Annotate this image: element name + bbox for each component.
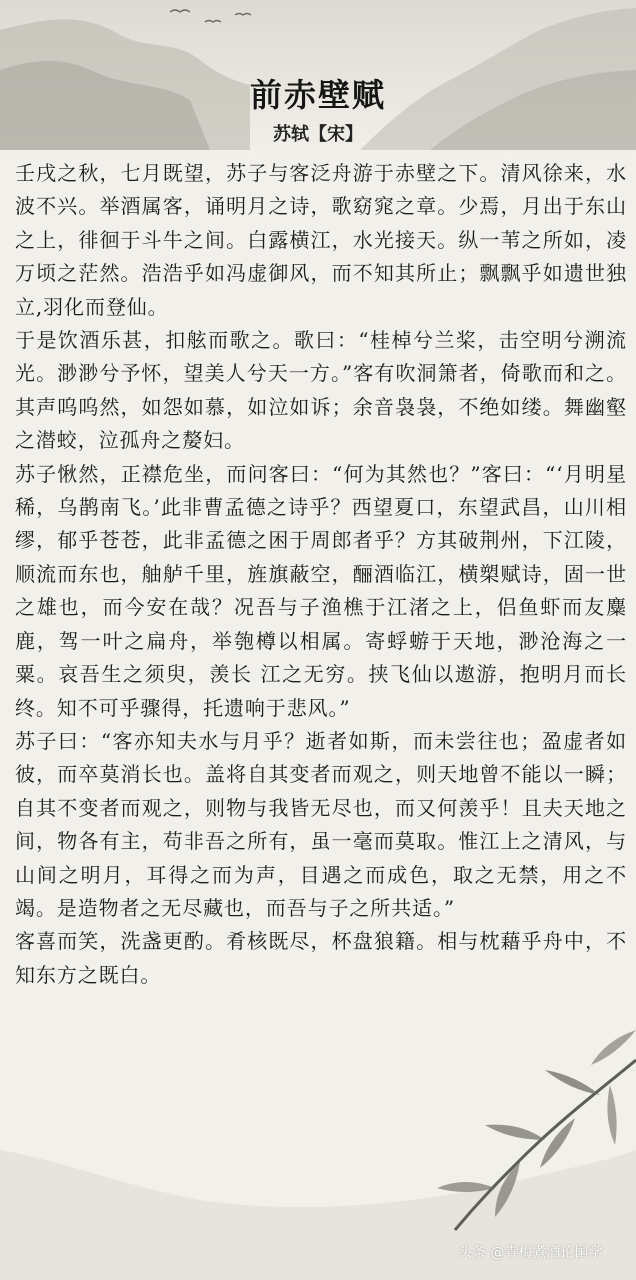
paragraph-3: 苏子愀然，正襟危坐，而问客曰：“何为其然也？”客曰：“‘月明星稀，乌鹊南飞。’此非曹孟德之诗乎？西望夏口，东望武昌，山川相缪，郁乎苍苍，此非孟德之困于周郎者乎？方其破荆州，下江陵，顺流而东也，舳舻千里，旌旗蔽空，酾酒临江，横槊赋诗，固一世之雄也，而今安在哉？况吾与子渔樵于江渚之上，侣鱼虾而友麋鹿，驾一叶之扁舟，举匏樽以相属。寄蜉蝣于天地，渺沧海之一粟。哀吾生之须臾，羡长 江之无穷。挟飞仙以遨游，抱明月而长终。知不可乎骤得，托遗响于悲风。”: [15, 461, 627, 720]
poem-author: 苏轼【宋】: [273, 124, 363, 145]
poem-title: 前赤壁赋: [249, 76, 386, 114]
paragraph-2: 于是饮酒乐甚，扣舷而歌之。歌曰：“桂棹兮兰桨，击空明兮溯流光。渺渺兮予怀，望美人兮天一方。”客有吹洞箫者，倚歌而和之。其声呜呜然，如怨如慕，如泣如诉；余音袅袅，不绝如缕。舞幽壑之潜蛟，泣孤舟之嫠妇。: [15, 328, 627, 453]
poem-body: [15, 157, 627, 992]
paragraph-1: 壬戌之秋，七月既望，苏子与客泛舟游于赤壁之下。清风徐来，水波不兴。举酒属客，诵明月之诗，歌窈窕之章。少焉，月出于东山之上，徘徊于斗牛之间。白露横江，水光接天。纵一苇之所如，凌万顷之茫然。浩浩乎如冯虚御风，而不知其所止；飘飘乎如遗世独立,羽化而登仙。: [15, 161, 627, 319]
source-watermark: 头条 @青梅煮酒论国学: [458, 1245, 603, 1261]
paragraph-4: 苏子曰：“客亦知夫水与月乎？逝者如斯，而未尝往也；盈虚者如彼，而卒莫消长也。盖将自其变者而观之，则天地曾不能以一瞬；自其不变者而观之，则物与我皆无尽也，而又何羡乎！且夫天地之间，物各有主，苟非吾之所有，虽一毫而莫取。惟江上之清风，与山间之明月，耳得之而为声，目遇之而成色，取之无禁，用之不竭。是造物者之无尽藏也，而吾与子之所共适。”: [15, 728, 627, 920]
paragraph-5: 客喜而笑，洗盏更酌。肴核既尽，杯盘狼籍。相与枕藉乎舟中，不知东方之既白。: [15, 929, 627, 987]
